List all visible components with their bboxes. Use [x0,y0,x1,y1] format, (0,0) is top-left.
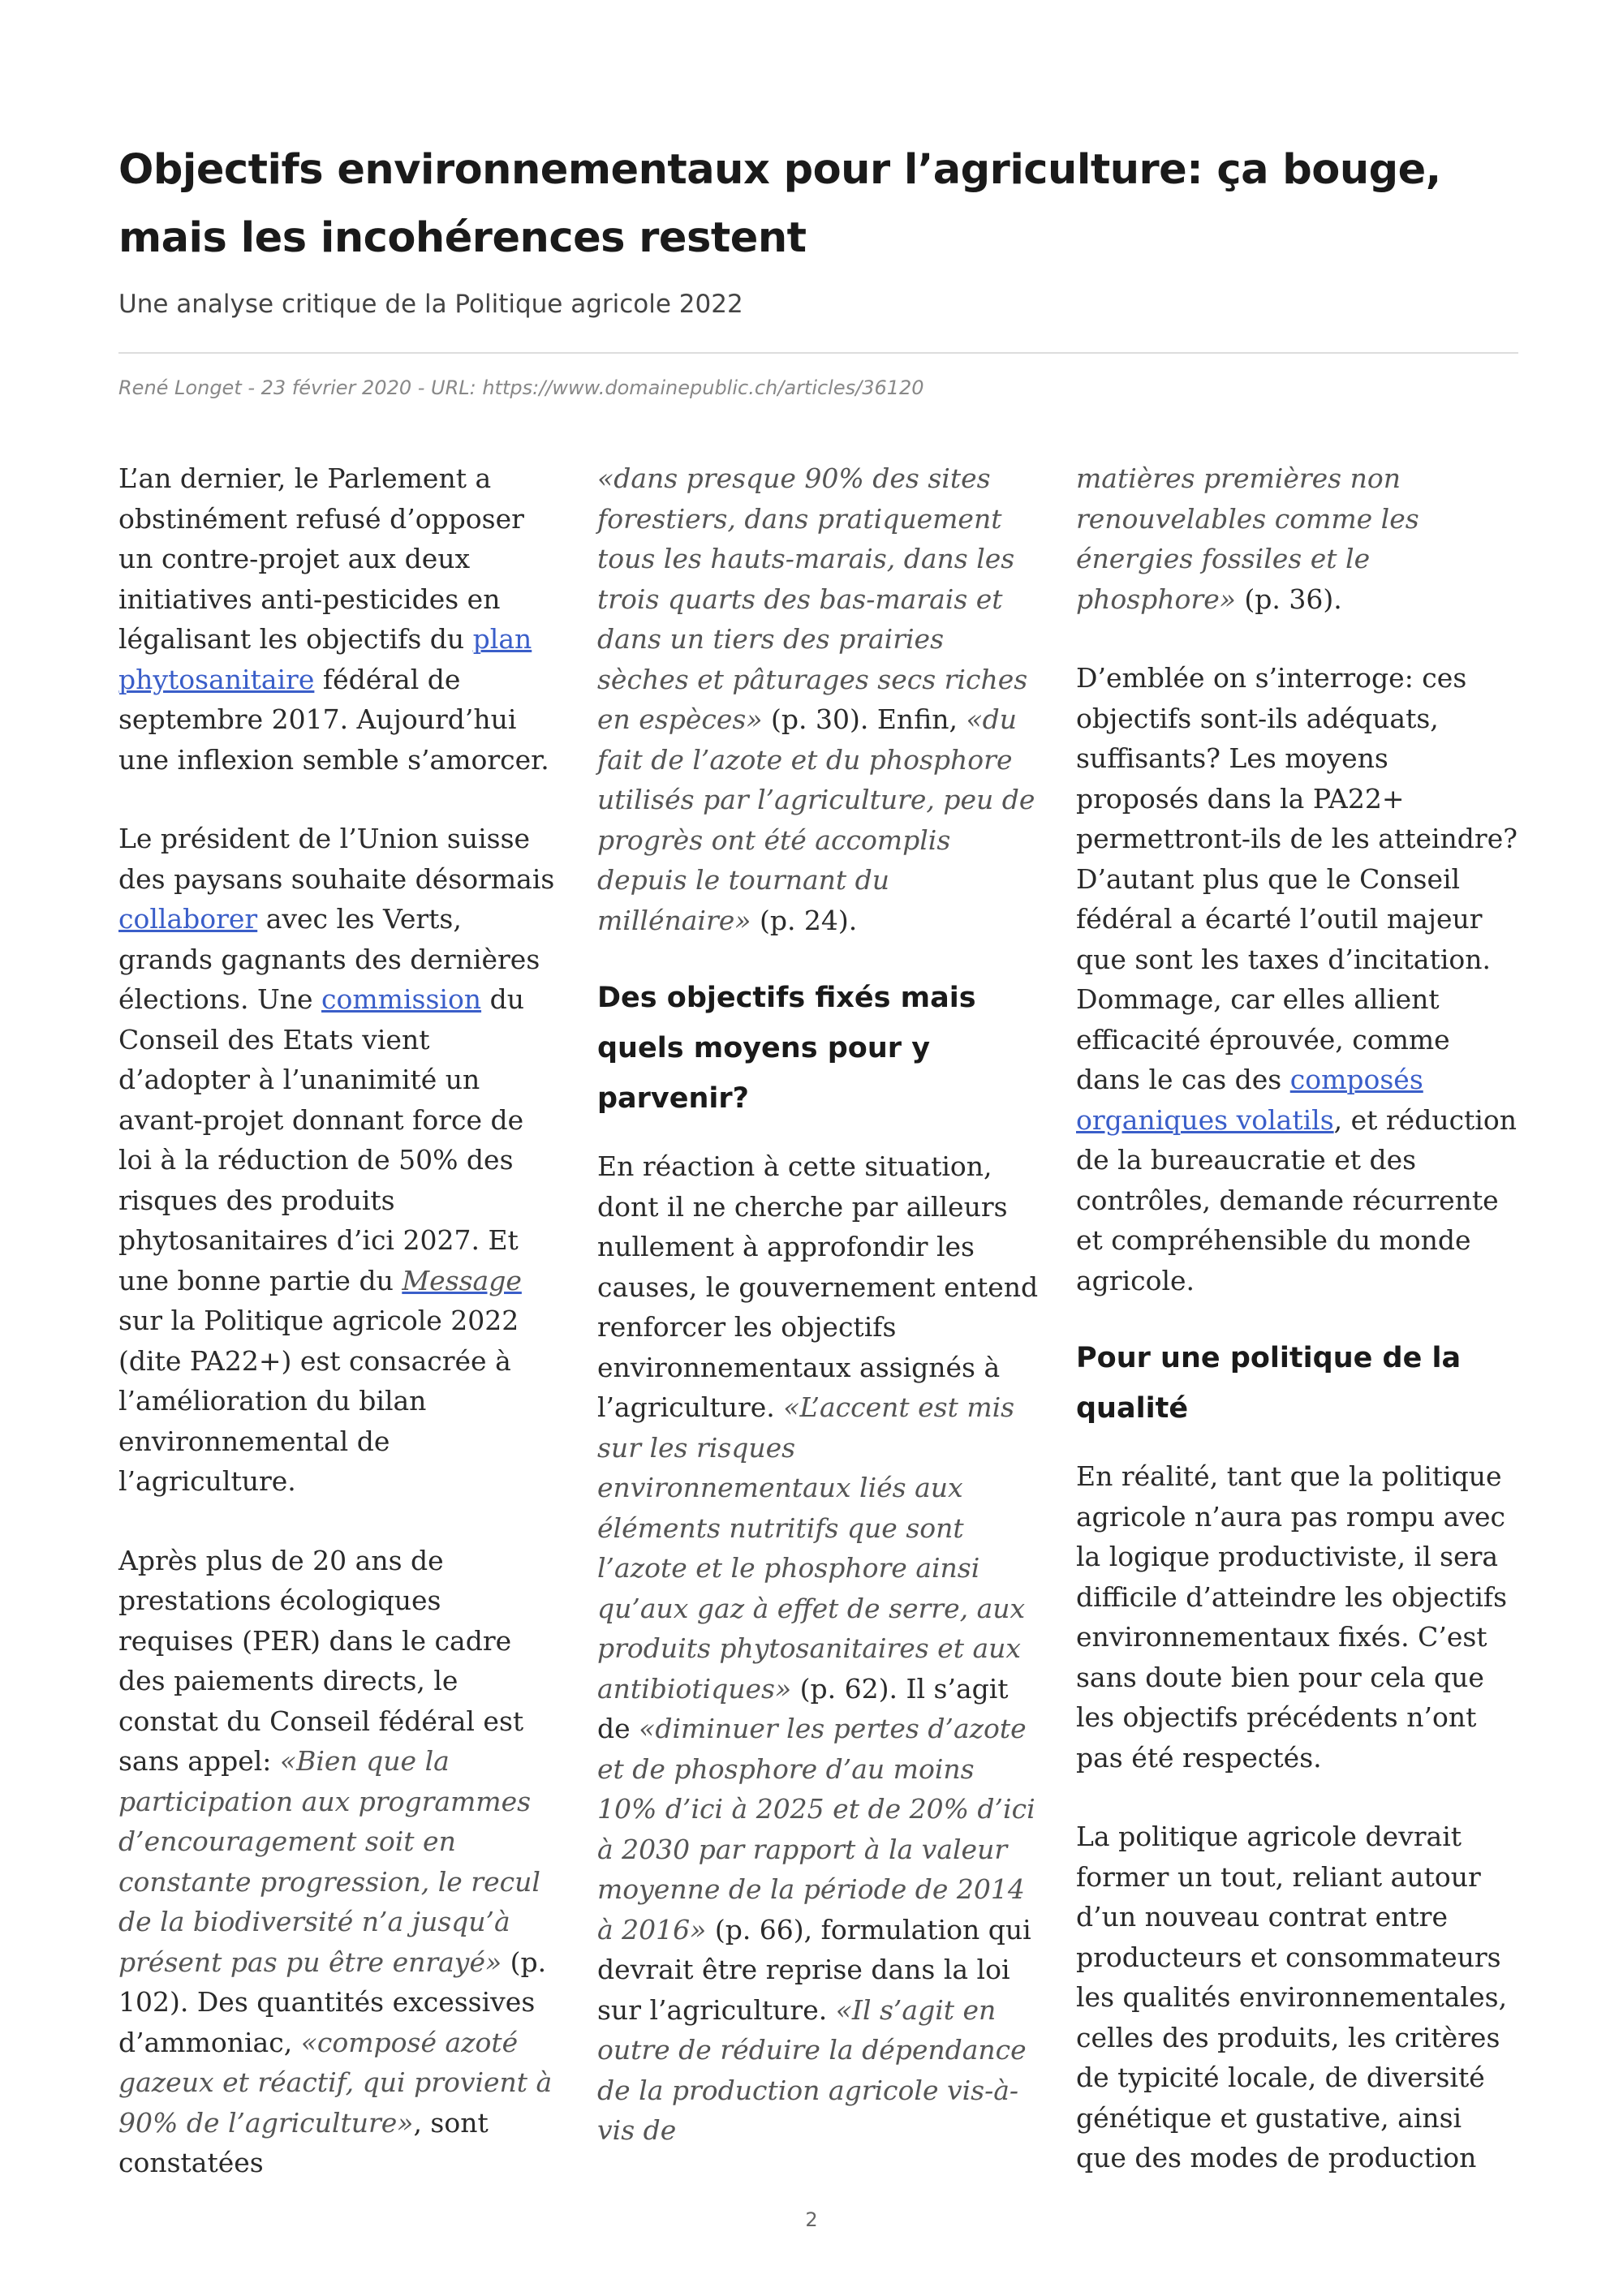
paragraph: Le président de l’Union suisse des paysans souhaite désormais collaborer avec les Verts, grands gagnants des dernières élections. Une commission du Conseil des Etats vient d’adopter à l’unanimité un avant-projet donnant force de loi à la réduction de 50% des risques des produits phytosanitaires d’ici 2027. Et une bonne partie du Message sur la Politique agricole 2022 (dite PA22+) est consacrée à l’amélioration du bilan environnemental de l’agriculture. [118,823,555,1497]
section-heading: Pour une politique de la qualité [1076,1342,1462,1425]
paragraph: La politique agricole devrait former un tout, reliant autour d’un nouveau contrat entre producteurs et consommateurs les qualités environnementales, celles des produits, les critères de typicité locale, de diversité génétique et gustative, ainsi que des modes de production [1076,1821,1508,2173]
link-commission[interactable]: commission [321,983,482,1015]
article-byline: René Longet - 23 février 2020 - URL: https://www.domainepublic.ch/articles/36120 [118,376,924,399]
column-3 [1076,458,1519,2222]
article-title: Objectifs environnementaux pour l’agriculture: ça bouge, mais les incohérences restent [118,146,1441,262]
paragraph: En réaction à cette situation, dont il ne cherche par ailleurs nullement à approfondir les causes, le gouvernement entend renforcer les objectifs environnementaux assignés à l’agriculture. «L’accent est mis sur les risques environnementaux liés aux éléments nutritifs que sont l’azote et le phosphore ainsi qu’aux gaz à effet de serre, aux produits phytosanitaires et aux antibiotiques» (p. 62). Il s’agit de «diminuer les pertes d’azote et de phosphore d’au moins 10% d’ici à 2025 et de 20% d’ici à 2030 par rapport à la valeur moyenne de la période de 2014 à 2016» (p. 66), formulation qui devrait être reprise dans la loi sur l’agriculture. «Il s’agit en outre de réduire la dépendance de la production agricole vis-à-vis de [597,1150,1039,2146]
paragraph: «dans presque 90% des sites forestiers, dans pratiquement tous les hauts-marais, dans les trois quarts des bas-marais et dans un tiers des prairies sèches et pâturages secs riches en espèces» (p. 30). Enfin, «du fait de l’azote et du phosphore utilisés par l’agriculture, peu de progrès ont été accomplis depuis le tournant du millénaire» (p. 24). [597,462,1035,936]
paragraph: Après plus de 20 ans de prestations écologiques requises (PER) dans le cadre des paiements directs, le constat du Conseil fédéral est sans appel: «Bien que la participation aux programmes d’encouragement soit en constante progression, le recul de la biodiversité n’a jusqu’à présent pas pu être enrayé» (p. 102). Des quantités excessives d’ammoniac, «composé azoté gazeux et réactif, qui provient à 90% de l’agriculture», sont constatées [118,1544,553,2178]
article-subtitle: Une analyse critique de la Politique agricole 2022 [118,290,743,319]
section-heading: Des objectifs fixés mais quels moyens pour y parvenir? [597,982,976,1115]
paragraph: D’emblée on s’interroge: ces objectifs sont-ils adéquats, suffisants? Les moyens proposés dans la PA22+ permettront-ils de les atteindre? D’autant plus que le Conseil fédéral a écarté l’outil majeur que sont les taxes d’incitation. Dommage, car elles allient efficacité éprouvée, comme dans le cas des composés organiques volatils, et réduction de la bureaucratie et des contrôles, demande récurrente et compréhensible du monde agricole. [1076,662,1518,1296]
header-divider [118,352,1518,354]
article-body [118,458,1518,2222]
link-composes-organiques-volatils[interactable]: composés organiques volatils [1076,1064,1423,1136]
article-header [118,136,1518,401]
paragraph: En réalité, tant que la politique agricole n’aura pas rompu avec la logique productiviste, il sera difficile d’atteindre les objectifs environnementaux fixés. C’est sans doute bien pour cela que les objectifs précédents n’ont pas été respectés. [1076,1460,1508,1774]
column-2 [597,458,1040,2222]
link-collaborer[interactable]: collaborer [118,903,258,935]
paragraph: L’an dernier, le Parlement a obstinément refusé d’opposer un contre-projet aux deux initiatives anti-pesticides en légalisant les objectifs du plan phytosanitaire fédéral de septembre 2017. Aujourd’hui une inflexion semble s’amorcer. [118,462,549,776]
page-number: 2 [805,2208,818,2231]
column-1 [118,458,562,2222]
link-plan-phytosanitaire[interactable]: plan phytosanitaire [118,623,532,695]
paragraph: matières premières non renouvelables comme les énergies fossiles et le phosphore» (p. 36). [1076,462,1419,615]
link-message[interactable]: Message [402,1264,522,1296]
